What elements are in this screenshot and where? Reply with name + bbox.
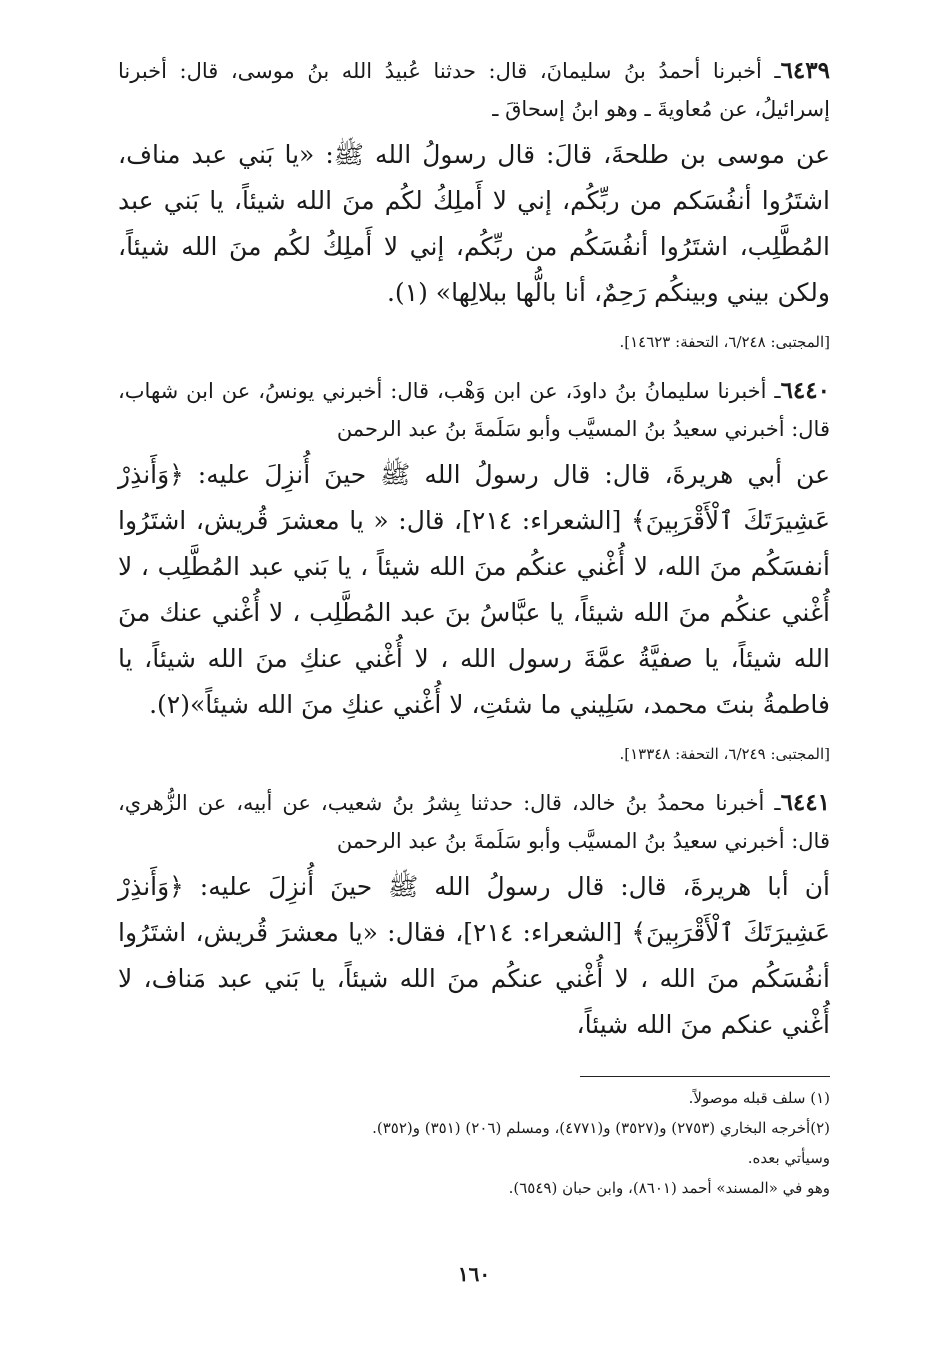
- hadith-number: ٦٤٣٩: [780, 57, 830, 84]
- hadith-6440: [118, 372, 830, 766]
- hadith-isnad: [118, 52, 830, 128]
- hadith-isnad-text: ـ أخبرنا محمدُ بنُ خالد، قال: حدثنا بِشرُ بنُ شعيب، عن أبيه، عن الزُّهري، قال: أخبرني سعيدُ بنُ المسيَّب وأبو سَلَمةَ بنُ عبد الرحمن: [118, 791, 830, 853]
- footnote-divider: [580, 1076, 830, 1077]
- hadith-matn: عن موسى بن طلحةَ، قالَ: قال رسولُ الله ﷺ: «يا بَني عبد مناف، اشتَرُوا أنفُسَكم من ربِّكُم، إني لا أَملِكُ لكُم منَ الله شيئاً، يا بَني عبد المُطَّلِب، اشتَرُوا أنفُسَكُم من ربِّكُم، إني لا أَملِكُ لكُم منَ الله شيئاً، ولكن بيني وبينكُم رَحِمٌ، أنا بالُّها ببلالِها» (١).: [118, 140, 830, 307]
- hadith-6441: [118, 784, 830, 1048]
- hadith-isnad: [118, 372, 830, 448]
- hadith-number: ٦٤٤١: [780, 789, 830, 816]
- footnote-2-continued: وسيأتي بعده.: [747, 1149, 830, 1167]
- hadith-matn: عن أبي هريرةَ، قال: قال رسولُ الله ﷺ حينَ أُنزِلَ عليه: ﴿وَأَنذِرْ عَشِيرَتَكَ ٱلْأَقْرَبِينَ﴾ [الشعراء: ٢١٤]، قال: « يا معشرَ قُريش، اشتَرُوا أنفسَكُم منَ الله، لا أُغْني عنكُم منَ الله شيئاً ، يا بَني عبد المُطَّلِب ، لا أُغْني عنكُم منَ الله شيئاً، يا عبَّاسُ بنَ عبد المُطَّلِب ، لا أُغْني عنك منَ الله شيئاً، يا صفيَّةُ عمَّةَ رسول الله ، لا أُغْني عنكِ منَ الله شيئاً، يا فاطمةُ بنتَ محمد، سَلِيني ما شئتِ، لا أُغْني عنكِ منَ الله شيئاً»(٢).: [118, 460, 830, 719]
- hadith-isnad: [118, 784, 830, 860]
- footnote-2: (٢)أخرجه البخاري (٢٧٥٣) و(٣٥٢٧) و(٤٧٧١)، ومسلم (٢٠٦) (٣٥١) و(٣٥٢).: [372, 1119, 830, 1137]
- hadith-reference: [المجتبى: ٦/٢٤٨، التحفة: ١٤٦٢٣].: [619, 333, 830, 351]
- hadith-number: ٦٤٤٠: [780, 377, 830, 404]
- hadith-reference: [المجتبى: ٦/٢٤٩، التحفة: ١٣٣٤٨].: [619, 745, 830, 763]
- hadith-matn: أن أبا هريرةَ، قال: قال رسولُ الله ﷺ حينَ أُنزِلَ عليه: ﴿وَأَنذِرْ عَشِيرَتَكَ ٱلْأَقْرَبِينَ﴾ [الشعراء: ٢١٤]، فقال: «يا معشرَ قُريش، اشتَرُوا أنفُسَكُم منَ الله ، لا أُغْني عنكُم منَ الله شيئاً، يا بَني عبد مَناف، لا أُغْني عنكم منَ الله شيئاً،: [118, 872, 830, 1039]
- page-number: ١٦٠: [457, 1262, 491, 1286]
- footnotes: [118, 1076, 830, 1226]
- hadith-6439: [118, 52, 830, 354]
- hadith-isnad-text: ـ أخبرنا أحمدُ بنُ سليمانَ، قال: حدثنا عُبيدُ الله بنُ موسى، قال: أخبرنا إسرائيلُ، عن مُعاويةَ ـ وهو ابنُ إسحاقَ ـ: [118, 59, 830, 121]
- footnote-2-sources: وهو في «المسند» أحمد (٨٦٠١)، وابن حبان (٦٥٤٩).: [508, 1179, 830, 1197]
- hadith-isnad-text: ـ أخبرنا سليمانُ بنُ داودَ، عن ابن وَهْب، قال: أخبرني يونسُ، عن ابن شهاب، قال: أخبرني سعيدُ بنُ المسيَّب وأبو سَلَمةَ بنُ عبد الرحمن: [118, 379, 830, 441]
- footnote-1: (١) سلف قبله موصولاً.: [688, 1089, 830, 1107]
